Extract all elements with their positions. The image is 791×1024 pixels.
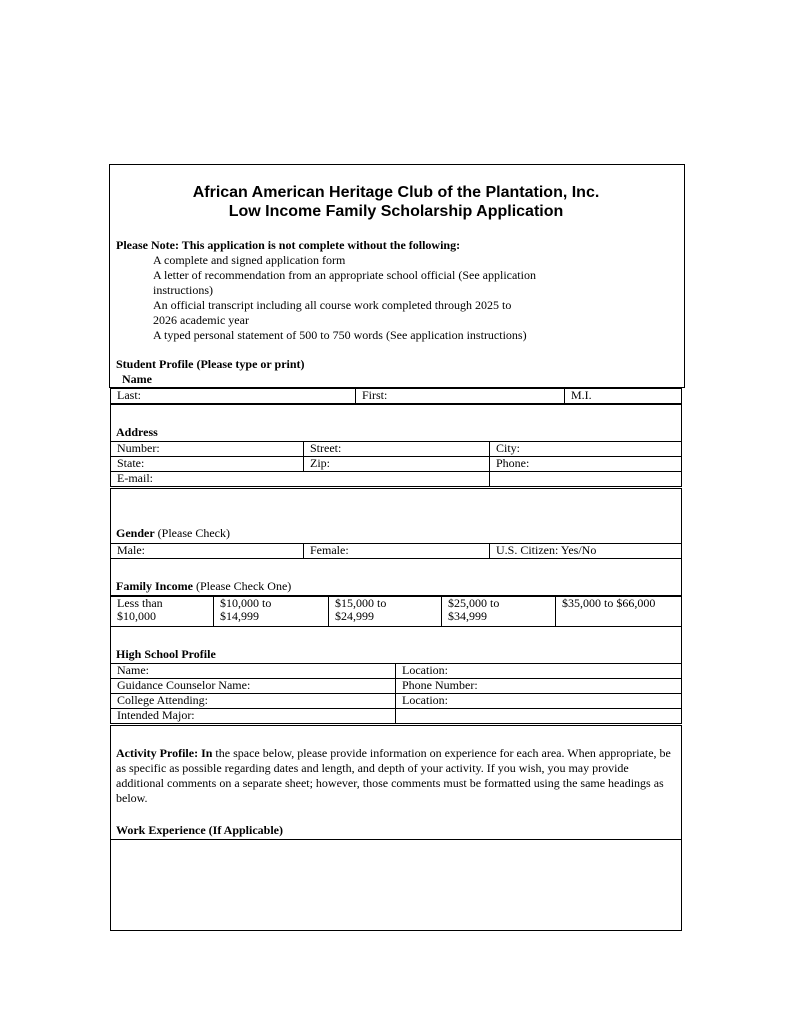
address-table [110,441,682,487]
activity-profile-text: Activity Profile: In the space below, please provide information on experience for each area. When appropriate, be as specific as possible regarding dates and length, and depth of your activity. If you wish, you may provide additional comments on a separate sheet; however, those comments must be formatted using the same headings as below. [116,746,671,805]
requirement-item: 2026 academic year [153,313,249,327]
requirements-list [153,253,536,343]
high-school-heading: High School Profile [116,647,216,661]
gender-table [110,543,682,559]
income-option-25000-34999[interactable]: $25,000 to $34,999 [442,597,556,627]
female-checkbox-field[interactable]: Female: [304,544,490,559]
address-number-field[interactable]: Number: [111,442,304,457]
us-citizen-field[interactable]: U.S. Citizen: Yes/No [490,544,682,559]
email-field[interactable]: E-mail: [111,472,490,487]
address-heading: Address [116,425,158,439]
phone-number-field[interactable]: Phone Number: [396,679,682,694]
requirement-item: instructions) [153,283,213,297]
work-experience-box[interactable] [110,839,682,931]
middle-initial-field[interactable]: M.I. [565,389,682,404]
requirement-item: A letter of recommendation from an appropriate school official (See application [153,268,536,282]
requirement-item: A complete and signed application form [153,253,346,267]
name-label: Name [122,372,152,386]
guidance-counselor-field[interactable]: Guidance Counselor Name: [111,679,396,694]
form-title: African American Heritage Club of the Plantation, Inc. [192,184,600,201]
family-income-heading: Family Income (Please Check One) [116,579,292,593]
address-phone-field[interactable]: Phone: [490,457,682,472]
last-name-field[interactable]: Last: [111,389,356,404]
requirement-item: A typed personal statement of 500 to 750 words (See application instructions) [153,328,527,342]
income-option-35000-66000[interactable]: $35,000 to $66,000 [556,597,682,627]
college-location-field[interactable]: Location: [396,694,682,709]
address-zip-field[interactable]: Zip: [304,457,490,472]
address-street-field[interactable]: Street: [304,442,490,457]
student-profile-heading: Student Profile (Please type or print) [116,357,305,371]
intended-major-field[interactable]: Intended Major: [111,709,396,724]
work-experience-heading: Work Experience (If Applicable) [116,823,283,837]
school-name-field[interactable]: Name: [111,664,396,679]
income-table [110,596,682,627]
notice-heading: Please Note: This application is not complete without the following: [116,238,461,252]
college-attending-field[interactable]: College Attending: [111,694,396,709]
income-option-less-than-10000[interactable]: Less than $10,000 [111,597,214,627]
address-frame [110,404,682,442]
first-name-field[interactable]: First: [356,389,565,404]
name-table [110,388,682,404]
intended-major-blank-cell [396,709,682,724]
income-option-15000-24999[interactable]: $15,000 to $24,999 [329,597,442,627]
address-state-field[interactable]: State: [111,457,304,472]
high-school-table [110,663,682,724]
male-checkbox-field[interactable]: Male: [111,544,304,559]
gender-heading: Gender (Please Check) [116,526,230,540]
school-location-field[interactable]: Location: [396,664,682,679]
email-blank-cell [490,472,682,487]
income-option-10000-14999[interactable]: $10,000 to $14,999 [214,597,329,627]
requirement-item: An official transcript including all course work completed through 2025 to [153,298,512,312]
address-city-field[interactable]: City: [490,442,682,457]
form-subtitle: Low Income Family Scholarship Application [228,203,564,220]
